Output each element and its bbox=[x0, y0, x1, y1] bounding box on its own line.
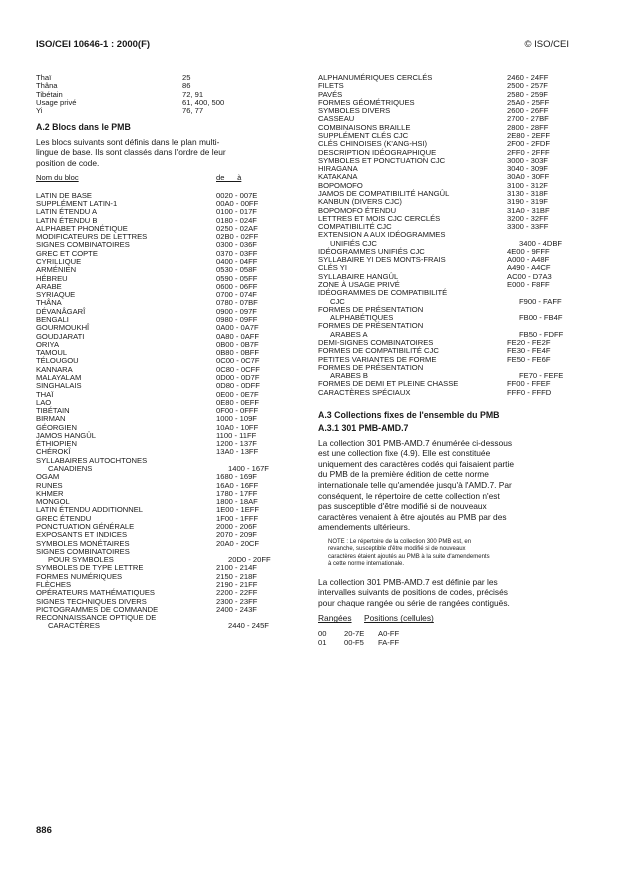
block-name: CJC bbox=[330, 296, 345, 306]
section-a2-paragraph bbox=[36, 137, 292, 169]
block-name: GREC ET COPTE bbox=[36, 248, 98, 258]
text-line: revanche, susceptible d'être modifié si de nouveaux bbox=[328, 546, 466, 553]
section-a2-title: A.2 Blocs dans le PMB bbox=[36, 122, 131, 133]
block-name: LATIN ÉTENDU B bbox=[36, 215, 98, 225]
block-range: 4E00 - 9FFF bbox=[507, 246, 550, 256]
block-range: 1000 - 109F bbox=[216, 414, 257, 424]
block-name: CARACTÈRES bbox=[48, 621, 100, 631]
block-name: HIRAGANA bbox=[318, 164, 358, 174]
text-line: à cette norme internationale. bbox=[328, 561, 405, 568]
block-range: 2800 - 28FF bbox=[507, 122, 549, 132]
block-range: 2E80 - 2EFF bbox=[507, 130, 551, 140]
block-name: SYMBOLES DIVERS bbox=[318, 106, 391, 116]
block-range: 0180 - 024F bbox=[216, 215, 257, 225]
block-range: 2700 - 27BF bbox=[507, 114, 549, 124]
block-name: DEMI-SIGNES COMBINATOIRES bbox=[318, 338, 434, 347]
block-name: ALPHANUMÉRIQUES CERCLÉS bbox=[318, 73, 433, 82]
block-range: 0020 - 007E bbox=[216, 190, 258, 200]
block-range: FF00 - FFEF bbox=[507, 379, 551, 389]
block-range: 20D0 - 20FF bbox=[228, 555, 271, 565]
range-row bbox=[318, 638, 580, 647]
block-name: SIGNES COMBINATOIRES bbox=[36, 546, 130, 556]
text-line: intervalles suivants de positions de codes, précisés bbox=[318, 587, 508, 598]
block-range: 0900 - 097F bbox=[216, 306, 257, 316]
range-row bbox=[318, 629, 580, 638]
block-name: FORMES DE DEMI ET PLEINE CHASSE bbox=[318, 379, 459, 389]
block-name: CLÉS YI bbox=[318, 263, 347, 273]
block-name: GOUDJARATI bbox=[36, 331, 85, 341]
block-range: 2460 - 24FF bbox=[507, 73, 549, 82]
block-name: FILETS bbox=[318, 81, 344, 91]
block-range: 0F00 - 0FFF bbox=[216, 406, 259, 416]
text-line: est une collection fixe (4.9). Elle est constituée bbox=[318, 448, 491, 459]
block-name: COMPATIBILITÉ CJC bbox=[318, 222, 392, 232]
text-line: NOTE : Le répertoire de la collection 300 PMB est, en bbox=[328, 538, 472, 545]
block-name: ARMÉNIEN bbox=[36, 265, 77, 275]
text-line: internationale telle qu'amendée jusqu'à l'AMD.7. Par bbox=[318, 479, 512, 490]
block-range: 0C80 - 0CFF bbox=[216, 364, 260, 374]
block-range: 02B0 - 02FF bbox=[216, 232, 259, 242]
block-range: 13A0 - 13FF bbox=[216, 447, 259, 457]
block-range: 2F00 - 2FDF bbox=[507, 139, 551, 149]
block-name: TÉLOUGOU bbox=[36, 356, 79, 366]
script-value: 76, 77 bbox=[182, 106, 204, 116]
page-number: 886 bbox=[36, 825, 52, 836]
section-a31-paragraph-2 bbox=[318, 577, 580, 609]
block-range: 0D80 - 0DFF bbox=[216, 381, 260, 391]
range-row-number: 00 bbox=[318, 628, 327, 638]
script-name: Thâna bbox=[36, 81, 58, 91]
block-range: 0980 - 09FF bbox=[216, 314, 258, 324]
script-row bbox=[36, 107, 292, 115]
script-name: Usage privé bbox=[36, 97, 77, 107]
block-range: 0C00 - 0C7F bbox=[216, 356, 260, 366]
block-name: THÂNA bbox=[36, 298, 62, 308]
left-column bbox=[36, 74, 292, 631]
block-name: CASSEAU bbox=[318, 114, 355, 124]
block-name: JAMOS HANGÛL bbox=[36, 430, 96, 440]
range-start: 20-7E bbox=[344, 628, 365, 638]
block-name: ALPHABET PHONÉTIQUE bbox=[36, 223, 128, 233]
block-range: 2150 - 218F bbox=[216, 571, 257, 581]
range-end: FA-FF bbox=[378, 637, 400, 647]
range-end: A0-FF bbox=[378, 628, 400, 638]
block-name: RECONNAISSANCE OPTIQUE DE bbox=[36, 613, 157, 623]
block-name: POUR SYMBOLES bbox=[48, 555, 114, 565]
block-range: 2440 - 245F bbox=[228, 621, 269, 631]
block-range: A490 - A4CF bbox=[507, 263, 551, 273]
block-range: 2000 - 206F bbox=[216, 522, 257, 531]
block-range: 3200 - 32FF bbox=[507, 213, 549, 223]
right-column bbox=[318, 74, 580, 647]
block-name: MONGOL bbox=[36, 497, 70, 507]
block-name: CHÉROKÎ bbox=[36, 447, 71, 457]
block-row bbox=[36, 622, 292, 630]
script-name: Tibétain bbox=[36, 89, 63, 99]
block-name: GREC ÉTENDU bbox=[36, 513, 92, 523]
text-line: pour chaque rangée ou série de rangées contiguës. bbox=[318, 597, 510, 608]
block-range: 0E80 - 0EFF bbox=[216, 397, 260, 407]
block-name: LATIN DE BASE bbox=[36, 190, 92, 200]
block-name: KANNARA bbox=[36, 364, 73, 374]
block-name: RUNES bbox=[36, 480, 63, 490]
block-name: DÉVANÂGARÎ bbox=[36, 306, 86, 316]
block-range: 2070 - 209F bbox=[216, 530, 257, 540]
block-range: 3000 - 303F bbox=[507, 155, 548, 165]
block-name: SIGNES TECHNIQUES DIVERS bbox=[36, 596, 147, 606]
block-name: SIGNES COMBINATOIRES bbox=[36, 240, 130, 250]
block-range: 1680 - 169F bbox=[216, 472, 257, 482]
block-range: 3300 - 33FF bbox=[507, 222, 549, 232]
block-range: 0600 - 06FF bbox=[216, 281, 258, 291]
script-value: 61, 400, 500 bbox=[182, 97, 225, 107]
blocks-table-left bbox=[36, 192, 292, 631]
block-range: 3100 - 312F bbox=[507, 180, 548, 190]
block-name: SYRIAQUE bbox=[36, 290, 76, 300]
section-a31-paragraph bbox=[318, 438, 580, 533]
block-name: SYLLABAIRES AUTOCHTONES bbox=[36, 455, 148, 465]
text-line: pas susceptible d'être modifié si de nouveaux bbox=[318, 501, 487, 512]
block-range: 0400 - 04FF bbox=[216, 257, 258, 266]
header-copyright: © ISO/CEI bbox=[524, 39, 569, 50]
block-name: LATIN ÉTENDU A bbox=[36, 207, 98, 217]
block-name: IDÉOGRAMMES UNIFIÉS CJC bbox=[318, 246, 425, 256]
block-name: FORMES DE PRÉSENTATION bbox=[318, 304, 424, 314]
section-a31-title: A.3.1 301 PMB-AMD.7 bbox=[318, 423, 409, 434]
block-name: KATAKANA bbox=[318, 172, 358, 182]
script-name: Yi bbox=[36, 106, 43, 116]
block-name: FORMES DE COMPATIBILITÉ CJC bbox=[318, 346, 439, 356]
block-range: 2580 - 259F bbox=[507, 89, 548, 99]
block-range: 2400 - 243F bbox=[216, 604, 257, 614]
block-range: FE50 - FE6F bbox=[507, 354, 551, 364]
note bbox=[328, 539, 570, 569]
col-positions: Positions (cellules) bbox=[364, 613, 434, 624]
text-line: uniquement des caractères codés qui faisaient partie bbox=[318, 458, 514, 469]
block-name: SYMBOLES ET PONCTUATION CJC bbox=[318, 155, 446, 165]
block-name: DESCRIPTION IDÉOGRAPHIQUE bbox=[318, 147, 437, 157]
block-range: FFF0 - FFFD bbox=[507, 387, 552, 397]
block-name: SUPPLÉMENT LATIN-1 bbox=[36, 199, 118, 209]
block-name: CANADIENS bbox=[48, 464, 93, 474]
block-range: FE20 - FE2F bbox=[507, 338, 551, 347]
text-line: caractères venaient à être ajoutés au PMB par des bbox=[318, 511, 507, 522]
block-name: PETITES VARIANTES DE FORME bbox=[318, 354, 437, 364]
block-name: FORMES NUMÉRIQUES bbox=[36, 571, 123, 581]
block-name: CLÉS CHINOISES (K'ANG-HSI) bbox=[318, 139, 428, 149]
text-line: du PMB de la première édition de cette norme bbox=[318, 469, 489, 480]
block-range: E000 - F8FF bbox=[507, 280, 550, 290]
script-list bbox=[36, 74, 292, 115]
block-range: A000 - A48F bbox=[507, 255, 550, 265]
block-range: 31A0 - 31BF bbox=[507, 205, 550, 215]
block-range: 1F00 - 1FFF bbox=[216, 513, 259, 523]
block-name: PICTOGRAMMES DE COMMANDE bbox=[36, 604, 159, 614]
block-range: 3130 - 318F bbox=[507, 188, 548, 198]
block-range: 0780 - 07BF bbox=[216, 298, 258, 308]
block-range: 0D00 - 0D7F bbox=[216, 372, 260, 382]
block-name: EXPOSANTS ET INDICES bbox=[36, 530, 128, 540]
block-name: THAÏ bbox=[36, 389, 54, 399]
block-name: ARABES B bbox=[330, 371, 368, 381]
block-range: 0A80 - 0AFF bbox=[216, 331, 260, 341]
block-range: 16A0 - 16FF bbox=[216, 480, 259, 490]
block-range: 2100 - 214F bbox=[216, 563, 257, 573]
block-name: PAVÉS bbox=[318, 89, 343, 99]
block-name: IDÉOGRAMMES DE COMPATIBILITÉ bbox=[318, 288, 448, 298]
block-name: SYMBOLES MONÉTAIRES bbox=[36, 538, 130, 548]
block-name: ÉTHIOPIEN bbox=[36, 439, 77, 449]
block-name: ARABE bbox=[36, 281, 62, 291]
script-value: 72, 91 bbox=[182, 89, 204, 99]
script-name: Thaï bbox=[36, 73, 52, 82]
block-range: 2300 - 23FF bbox=[216, 596, 258, 606]
script-value: 86 bbox=[182, 81, 191, 91]
text-line: caractères étaient ajoutés au PMB à la suite d'amendements bbox=[328, 553, 490, 560]
block-range: 0370 - 03FF bbox=[216, 248, 258, 258]
block-range: 0250 - 02AF bbox=[216, 223, 258, 233]
block-range: 0530 - 058F bbox=[216, 265, 257, 275]
block-name: TIBÉTAIN bbox=[36, 406, 70, 416]
block-range: AC00 - D7A3 bbox=[507, 271, 552, 281]
block-name: BENGALI bbox=[36, 314, 69, 324]
block-range: 1800 - 18AF bbox=[216, 497, 258, 507]
block-range: 0100 - 017F bbox=[216, 207, 257, 217]
block-range: 1400 - 167F bbox=[228, 464, 269, 474]
block-name: COMBINAISONS BRAILLE bbox=[318, 122, 411, 132]
block-name: ZONE À USAGE PRIVÉ bbox=[318, 280, 400, 290]
script-value: 25 bbox=[182, 73, 191, 82]
block-name: HÉBREU bbox=[36, 273, 68, 283]
block-name: KANBUN (DIVERS CJC) bbox=[318, 197, 402, 207]
block-name: EXTENSION A AUX IDÉOGRAMMES bbox=[318, 230, 446, 240]
text-line: amendements ultérieurs. bbox=[318, 522, 411, 533]
block-name: CARACTÈRES SPÉCIAUX bbox=[318, 387, 411, 397]
block-name: MALAYALAM bbox=[36, 372, 82, 382]
block-range: 0E00 - 0E7F bbox=[216, 389, 259, 399]
block-range: 1200 - 137F bbox=[216, 439, 257, 449]
block-name: SUPPLÉMENT CLÉS CJC bbox=[318, 130, 409, 140]
block-name: PONCTUATION GÉNÉRALE bbox=[36, 522, 135, 531]
block-range: 25A0 - 25FF bbox=[507, 97, 550, 107]
block-name: SYMBOLES DE TYPE LETTRE bbox=[36, 563, 144, 573]
block-name: LATIN ÉTENDU ADDITIONNEL bbox=[36, 505, 144, 515]
block-range: 0590 - 05FF bbox=[216, 273, 258, 283]
range-start: 00-F5 bbox=[344, 637, 364, 647]
block-name: CYRILLIQUE bbox=[36, 257, 82, 266]
block-range: 0700 - 074F bbox=[216, 290, 257, 300]
block-name: ARABES A bbox=[330, 329, 368, 339]
section-a3-title: A.3 Collections fixes de l'ensemble du PMB bbox=[318, 409, 500, 420]
block-name: TAMOUL bbox=[36, 348, 68, 358]
block-range: 1E00 - 1EFF bbox=[216, 505, 260, 515]
block-range: 1780 - 17FF bbox=[216, 488, 258, 498]
text-line: lingue de base. Ils sont classés dans l'ordre de leur bbox=[36, 147, 226, 158]
block-range: 20A0 - 20CF bbox=[216, 538, 260, 548]
blocks-table-right bbox=[318, 74, 580, 397]
block-range: 1100 - 11FF bbox=[216, 430, 257, 440]
script-row bbox=[36, 82, 292, 90]
block-name: BOPOMOFO ÉTENDU bbox=[318, 205, 397, 215]
block-name: LETTRES ET MOIS CJC CERCLÉS bbox=[318, 213, 441, 223]
script-row bbox=[36, 99, 292, 107]
text-line: La collection 301 PMB-AMD.7 énumérée ci-dessous bbox=[318, 437, 513, 448]
block-name: KHMER bbox=[36, 488, 64, 498]
block-range: 10A0 - 10FF bbox=[216, 422, 259, 432]
block-name: GÉORGIEN bbox=[36, 422, 77, 432]
block-range: FE30 - FE4F bbox=[507, 346, 551, 356]
block-name: OGAM bbox=[36, 472, 60, 482]
block-range: 2500 - 257F bbox=[507, 81, 548, 91]
block-range: 0B80 - 0BFF bbox=[216, 348, 260, 358]
block-range: FE70 - FEFE bbox=[519, 371, 564, 381]
block-range: 2200 - 22FF bbox=[216, 588, 258, 598]
col-rows: Rangées bbox=[318, 613, 352, 624]
block-name: GOURMOUKHÎ bbox=[36, 323, 90, 333]
block-name: SINGHALAIS bbox=[36, 381, 82, 391]
script-row bbox=[36, 74, 292, 82]
block-range: 2FF0 - 2FFF bbox=[507, 147, 550, 157]
block-name: ORIYA bbox=[36, 339, 60, 349]
block-range: 0B00 - 0B7F bbox=[216, 339, 259, 349]
block-name: FORMES DE PRÉSENTATION bbox=[318, 321, 424, 331]
block-range: 2190 - 21FF bbox=[216, 579, 258, 589]
col-block-name: Nom du bloc bbox=[36, 173, 79, 183]
block-range: FB00 - FB4F bbox=[519, 313, 563, 323]
text-line: Les blocs suivants sont définis dans le plan multi- bbox=[36, 136, 220, 147]
ranges-header bbox=[318, 614, 580, 622]
block-range: 3190 - 319F bbox=[507, 197, 548, 207]
block-name: BOPOMOFO bbox=[318, 180, 363, 190]
block-range: 2600 - 26FF bbox=[507, 106, 549, 116]
text-line: conséquent, le répertoire de cette collection n'est bbox=[318, 490, 500, 501]
block-range: 0A00 - 0A7F bbox=[216, 323, 259, 333]
block-range: F900 - FAFF bbox=[519, 296, 562, 306]
block-name: JAMOS DE COMPATIBILITÉ HANGÛL bbox=[318, 188, 450, 198]
block-range: 0300 - 036F bbox=[216, 240, 257, 250]
block-row bbox=[318, 389, 580, 397]
block-name: BIRMAN bbox=[36, 414, 66, 424]
block-range: 3400 - 4DBF bbox=[519, 238, 563, 248]
block-range: 00A0 - 00FF bbox=[216, 199, 259, 209]
range-row-number: 01 bbox=[318, 637, 327, 647]
blocks-table-header bbox=[36, 174, 292, 182]
block-name: FORMES DE PRÉSENTATION bbox=[318, 362, 424, 372]
text-line: La collection 301 PMB-AMD.7 est définie par les bbox=[318, 576, 498, 587]
block-name: OPÉRATEURS MATHÉMATIQUES bbox=[36, 588, 155, 598]
block-name: SYLLABAIRE YI DES MONTS-FRAIS bbox=[318, 255, 446, 265]
block-range: FB50 - FDFF bbox=[519, 329, 564, 339]
block-range: 3040 - 309F bbox=[507, 164, 548, 174]
block-name: LAO bbox=[36, 397, 52, 407]
block-range: 30A0 - 30FF bbox=[507, 172, 550, 182]
col-range: de à bbox=[216, 173, 242, 183]
ranges-table bbox=[318, 629, 580, 647]
block-name: MODIFICATEURS DE LETTRES bbox=[36, 232, 148, 242]
block-name: FLÈCHES bbox=[36, 579, 72, 589]
text-line: position de code. bbox=[36, 157, 100, 168]
header-title: ISO/CEI 10646-1 : 2000(F) bbox=[36, 39, 151, 50]
block-name: FORMES GÉOMÉTRIQUES bbox=[318, 97, 415, 107]
block-name: ALPHABÉTIQUES bbox=[330, 313, 394, 323]
block-name: UNIFIÉS CJC bbox=[330, 238, 377, 248]
block-name: SYLLABAIRE HANGÛL bbox=[318, 271, 399, 281]
